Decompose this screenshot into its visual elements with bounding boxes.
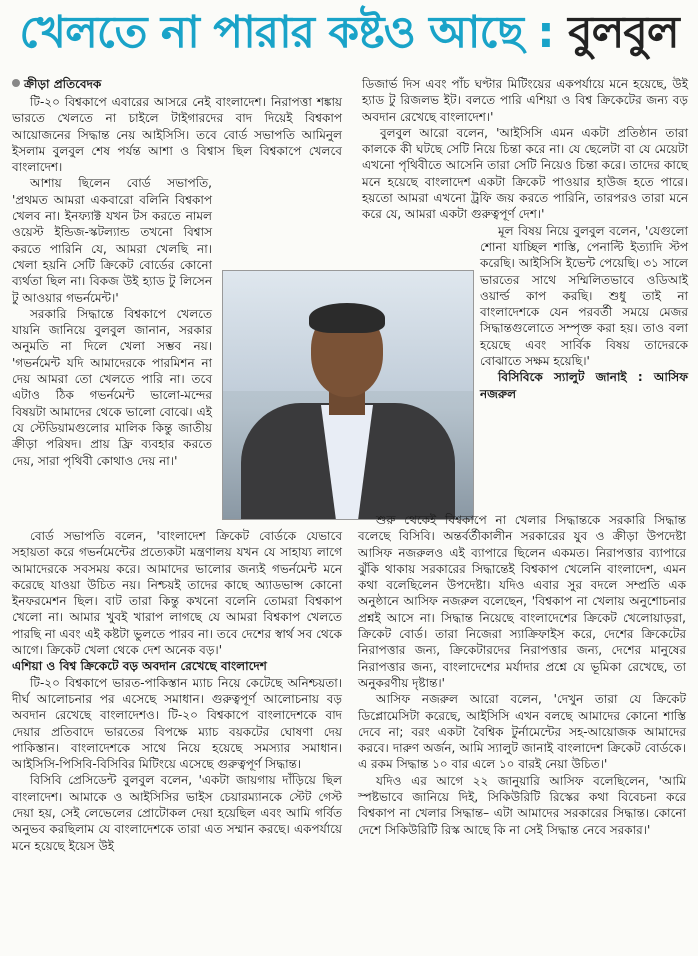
right-column-bottom <box>358 512 686 838</box>
subheading-asia-world: এশিয়া ও বিশ্ব ক্রিকেটে বড় অবদান রেখেছে বাংলাদেশ <box>12 659 267 674</box>
headline <box>0 0 698 66</box>
paragraph: ডিজার্ভ দিস এবং পাঁচ ঘণ্টার মিটিংয়ের একপর্যায়ে মনে হয়েছে, উই হ্যাড টু রিজলভ ইট। বলতে পারি এশিয়া ও বিশ্ব ক্রিকেটের জন্য বড় অবদান রেখেছে বাংলাদেশ।' <box>362 77 688 124</box>
paragraph: বোর্ড সভাপতি বলেন, 'বাংলাদেশ ক্রিকেট বোর্ডকে যেভাবে সহায়তা করে গভর্নমেন্টের প্রত্যেকটা মন্ত্রণালয় যখন যে সাহায্য লাগে আমাদেরকে সবসময় করে। আমাদের ভালোর জন্যই গভর্নমেন্ট মনে করেছে যাওয়া উচিত নয়। নিশ্চয়ই তাদের কাছে অ্যাডভান্স কোনো ইনফরমেশন ছিল। বাট তারা কিন্তু কখনো বলেনি তোমরা বিশ্বকাপ খেলো না। আমার খুবই খারাপ লাগছে যে আমরা বিশ্বকাপ খেলতে পারছি না এবং এই কষ্টটা ভুলতে পারব না। তবে দেশের স্বার্থ সব থেকে আগে। ক্রিকেট খেলা থেকে দেশ অনেক বড়।' <box>12 529 342 658</box>
paragraph: আশায় ছিলেন বোর্ড সভাপতি, 'প্রথমত আমরা একবারো বলিনি বিশ্বকাপ খেলব না। ইনফ্যাক্ট যখন টস করতে নামল ওয়েস্ট ইন্ডিজ-স্কটল্যান্ড তখনো বিশ্বাস করতে পারিনি যে, আমরা খেলছি না। খেলা হয়নি সেটি ক্রিকেট বোর্ডের কোনো ব্যর্থতা ছিল না। বিকজ উই হ্যাড টু লিসেন টু আওয়ার গভর্নমেন্ট।' <box>12 176 212 305</box>
paragraph: শুরু থেকেই বিশ্বকাপে না খেলার সিদ্ধান্তকে সরকারি সিদ্ধান্ত বলেছে বিসিবি। অন্তর্বর্তীকালীন সরকারের যুব ও ক্রীড়া উপদেষ্টা আসিফ নজরুলও এই ব্যাপারে ছিলেন একমত। নিরাপত্তার ব্যাপারে ঝুঁকি থাকায় সরকারের সিদ্ধান্তেই বিশ্বকাপ খেলেনি বাংলাদেশ, এমন কথা বলেছিলেন উপদেষ্টা। যদিও এবার সুর বদলে সম্প্রতি এক অনুষ্ঠানে আসিফ নজরুল বলেছেন, 'বিশ্বকাপ না খেলায় অনুশোচনার প্রশ্নই আসে না। সিদ্ধান্ত নিয়েছে বাংলাদেশের ক্রিকেট খেলোয়াড়রা, ক্রিকেট বোর্ড। তারা নিজেরা স্যাক্রিফাইস করে, দেশের ক্রিকেটের নিরাপত্তার জন্য, ক্রিকেটারদের নিরাপত্তার জন্য, দেশের মানুষের নিরাপত্তার জন্য, বাংলাদেশের মর্যাদার প্রশ্নে যে ভূমিকা রেখেছে, তা অনুকরণীয় দৃষ্টান্ত।' <box>358 513 686 690</box>
bullet-icon <box>12 79 20 87</box>
paragraph: বুলবুল আরো বলেন, 'আইসিসি এমন একটা প্রতিষ্ঠান তারা কালকে কী ঘটছে সেটি নিয়ে চিন্তা করে না। যে ছেলেটা বা যে মেয়েটা এখনো পৃথিবীতে আসেনি তারা সেটি নিয়েও চিন্তা করে। তাদের কাছে মনে হয়েছে বাংলাদেশ একটা ক্রিকেট পাওয়ার হাউজ হতে পারে। হয়তো আমরা এখনো ট্রফি জয় করতে পারিনি, তারপরও তারা মনে করে যে, আমরা একটা গুরুত্বপূর্ণ দেশ।' <box>362 125 688 222</box>
subheading-asif-nazrul: বিসিবিকে স্যালুট জানাই : আসিফ নজরুল <box>480 370 688 401</box>
paragraph: টি-২০ বিশ্বকাপে ভারত-পাকিস্তান ম্যাচ নিয়ে কেটেছে অনিশ্চয়তা। দীর্ঘ আলোচনার পর এসেছে সমাধান। গুরুত্বপূর্ণ আলোচনায় বড় অবদান রেখেছে বাংলাদেশও। টি-২০ বিশ্বকাপে বাংলাদেশকে বাদ দেয়ার প্রতিবাদে ভারতের বিপক্ষে ম্যাচ বয়কটের ঘোষণা দেয় পাকিস্তান। বাংলাদেশকে সাথে নিয়ে হয়েছে সমস্যার সমাধান। আইসিসি-পিসিবি-বিসিবির মিটিংয়ে এসেছে গুরুত্বপূর্ণ সিদ্ধান্ত। <box>12 675 342 772</box>
paragraph: টি-২০ বিশ্বকাপে এবারের আসরে নেই বাংলাদেশ। নিরাপত্তা শঙ্কায় ভারতে খেলতে না চাইলে টাইগারদের বাদ দিয়েই বিশ্বকাপ আয়োজনের সিদ্ধান্ত নেয় আইসিসি। তবে বোর্ড সভাপতি আমিনুল ইসলাম বুলবুল শেষ পর্যন্ত আশা ও বিশ্বাস ছিল বিশ্বকাপে খেলবে বাংলাদেশ। <box>12 95 342 175</box>
byline <box>12 76 101 92</box>
photo-bulbul <box>222 270 474 520</box>
byline-text: ক্রীড়া প্রতিবেদক <box>24 77 102 91</box>
headline-part-1: খেলতে না পারার কষ্টও আছে : <box>19 7 569 58</box>
headline-part-2: বুলবুল <box>568 7 679 58</box>
paragraph: যদিও এর আগে ২২ জানুয়ারি আসিফ বলেছিলেন, 'আমি স্পষ্টভাবে জানিয়ে দিই, সিকিউরিটি রিস্কের কথা বিবেচনা করে বিশ্বকাপ না খেলার সিদ্ধান্ত– এটা আমাদের সরকারের সিদ্ধান্ত। কোনো দেশে সিকিউরিটি রিস্ক আছে কি না সেই সিদ্ধান্ত নেবে সরকার।' <box>358 773 686 837</box>
paragraph: বিসিবি প্রেসিডেন্ট বুলবুল বলেন, 'একটা জায়গায় দাঁড়িয়ে ছিল বাংলাদেশ। আমাকে ও আইসিসির ভাইস চেয়ারম্যানকে স্টেট গেস্ট দেয়া হয়, সেই লেভেলের প্রোটোকল দেয়া হয়েছিল এবং আমি গর্বিত অনুভব করছিলাম যে বাংলাদেশকে তারা এত সম্মান করছে। একপর্যায়ে মনে হয়েছে ইয়েস উই <box>12 773 342 853</box>
paragraph: সরকারি সিদ্ধান্তে বিশ্বকাপে খেলতে যায়নি জানিয়ে বুলবুল জানান, সরকার অনুমতি না দিলে খেলা সম্ভব নয়। 'গভর্নমেন্ট যদি আমাদেরকে পারমিশন না দেয় আমরা তো খেলতে পারি না। তবে এটাও ঠিক গভর্নমেন্ট ভালো-মন্দের বিষয়টা আমাদের থেকে ভালো বোঝে। এই যে স্টেডিয়ামগুলোর মালিক কিন্তু জাতীয় ক্রীড়া পরিষদ। প্রায় ফ্রি ব্যবহার করতে দেয়, সারা পৃথিবী কোথাও দেয় না।' <box>12 306 212 468</box>
paragraph: মূল বিষয় নিয়ে বুলবুল বলেন, 'যেগুলো শোনা যাচ্ছিল শাস্তি, পেনাল্টি ইত্যাদি স্টপ করেছি। আইসিসি ইভেন্ট পেয়েছি। ৩১ সালে ভারতের সাথে সম্মিলিতভাবে ওডিআই ওয়ার্ল্ড কাপ করছি। শুধু তাই না বাংলাদেশকে যেন পরবর্তী সময়ে মেজর সিদ্ধান্তগুলোতে সম্পৃক্ত করা হয়। তাও বলা হয়েছে এবং সার্বিক বিষয় তাদেরকে বোঝাতে সক্ষম হয়েছি।' <box>480 223 688 369</box>
left-column-bottom <box>12 528 342 854</box>
paragraph: আসিফ নজরুল আরো বলেন, 'দেখুন তারা যে ক্রিকেট ডিপ্লোমেসিটা করেছে, আইসিসি এখন বলছে আমাদের কোনো শাস্তি দেবে না; বরং একটা বৈশ্বিক টুর্নামেন্টের সহ-আয়োজক আমাদের করবে। দারুণ অর্জন, আমি স্যালুট জানাই বাংলাদেশ ক্রিকেট বোর্ডকে। এ রকম সিদ্ধান্ত ১০ বার এলে ১০ বারই নেয়া উচিত।' <box>358 692 686 772</box>
